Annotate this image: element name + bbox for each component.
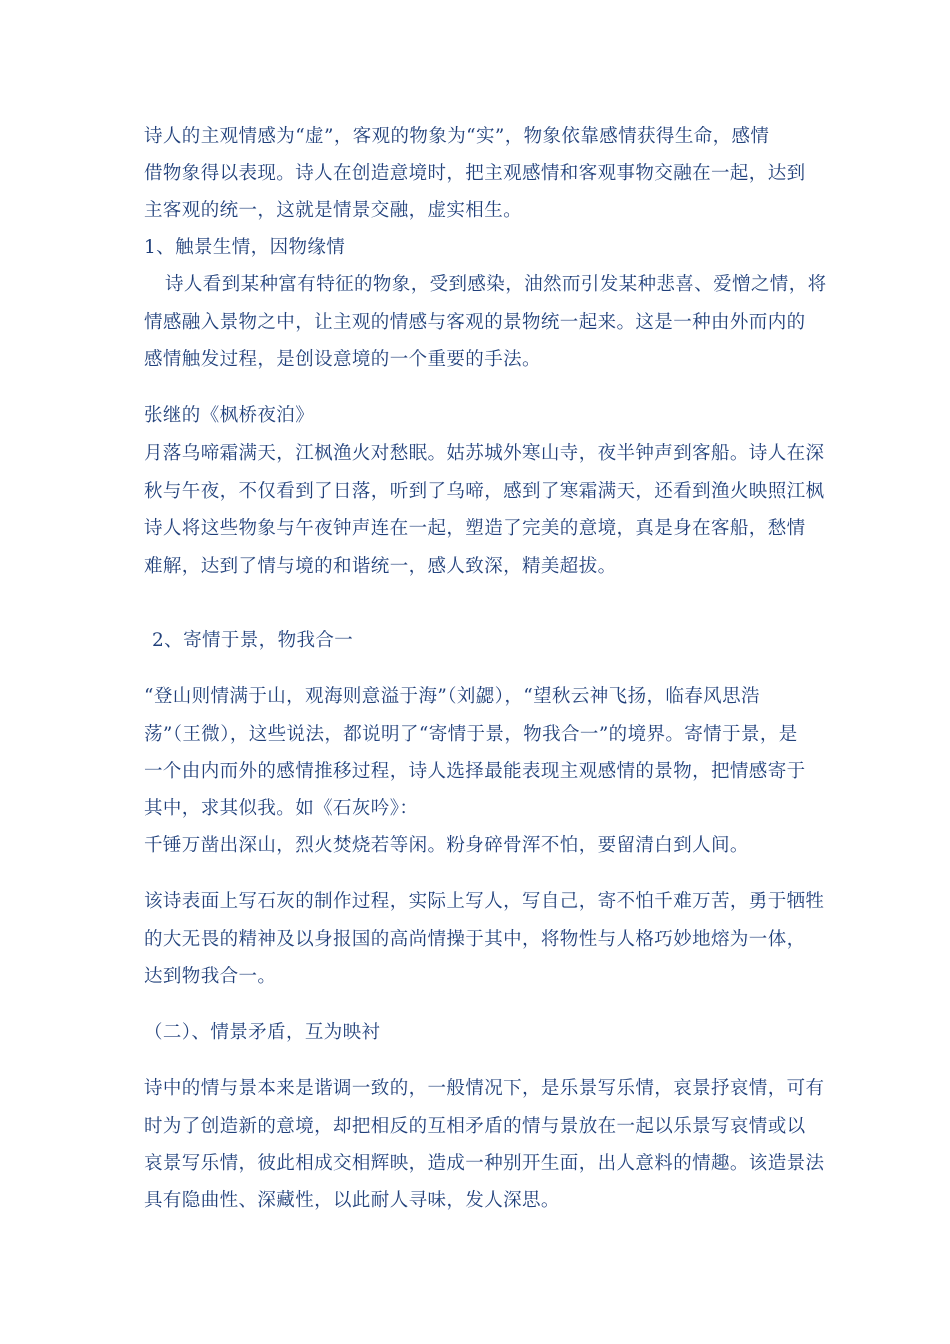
poem-body-line: 秋与午夜，不仅看到了日落，听到了乌啼，感到了寒霜满天，还看到渔火映照江枫 <box>144 481 825 502</box>
analysis-line: 的大无畏的精神及以身报国的高尚情操于其中，将物性与人格巧妙地熔为一体， <box>144 929 806 950</box>
section3-body-line: 时为了创造新的意境，却把相反的互相矛盾的情与景放在一起以乐景写哀情或以 <box>144 1116 806 1137</box>
section1-body-line: 情感融入景物之中，让主观的情感与客观的景物统一起来。这是一种由外而内的 <box>144 312 806 333</box>
section2-body-line: 一个由内而外的感情推移过程，诗人选择最能表现主观感情的景物，把情感寄于 <box>144 761 806 782</box>
section2-body-line: 荡”（王微），这些说法，都说明了“寄情于景，物我合一”的境界。寄情于景，是 <box>144 724 798 745</box>
poem-body-line: 月落乌啼霜满天，江枫渔火对愁眠。姑苏城外寒山寺，夜半钟声到客船。诗人在深 <box>144 443 825 464</box>
intro-line: 诗人的主观情感为“虚”，客观的物象为“实”，物象依靠感情获得生命，感情 <box>144 126 770 147</box>
section-heading-1: 1、触景生情，因物缘情 <box>144 237 346 258</box>
poem-body-line: 难解，达到了情与境的和谐统一，感人致深，精美超拔。 <box>144 556 617 577</box>
poem-body-line: 诗人将这些物象与午夜钟声连在一起，塑造了完美的意境，真是身在客船，愁情 <box>144 518 806 539</box>
section1-body-line: 诗人看到某种富有特征的物象，受到感染，油然而引发某种悲喜、爱憎之情，将 <box>165 274 827 295</box>
poem-title: 张继的《枫桥夜泊》 <box>144 405 315 426</box>
analysis-line: 达到物我合一。 <box>144 966 277 987</box>
section3-body-line: 哀景写乐情，彼此相成交相辉映，造成一种别开生面，出人意料的情趣。该造景法 <box>144 1153 825 1174</box>
section3-body-line: 具有隐曲性、深藏性，以此耐人寻味，发人深思。 <box>144 1190 560 1211</box>
analysis-line: 该诗表面上写石灰的制作过程，实际上写人，写自己，寄不怕千难万苦，勇于牺牲 <box>144 891 825 912</box>
section2-body-line: 其中，求其似我。如《石灰吟》： <box>144 798 419 819</box>
section-heading-3: （二）、情景矛盾，互为映衬 <box>144 1022 381 1043</box>
section3-body-line: 诗中的情与景本来是谐调一致的，一般情况下，是乐景写乐情，哀景抒哀情，可有 <box>144 1078 825 1099</box>
poem-quote-line: 千锤万凿出深山，烈火焚烧若等闲。粉身碎骨浑不怕，要留清白到人间。 <box>144 835 749 856</box>
intro-line: 借物象得以表现。诗人在创造意境时，把主观感情和客观事物交融在一起，达到 <box>144 163 806 184</box>
section1-body-line: 感情触发过程，是创设意境的一个重要的手法。 <box>144 349 541 370</box>
intro-line: 主客观的统一，这就是情景交融，虚实相生。 <box>144 200 523 221</box>
section2-body-line: “登山则情满于山，观海则意溢于海”（刘勰），“望秋云神飞扬，临春风思浩 <box>144 686 760 707</box>
section-heading-2: 2、寄情于景，物我合一 <box>152 630 354 651</box>
